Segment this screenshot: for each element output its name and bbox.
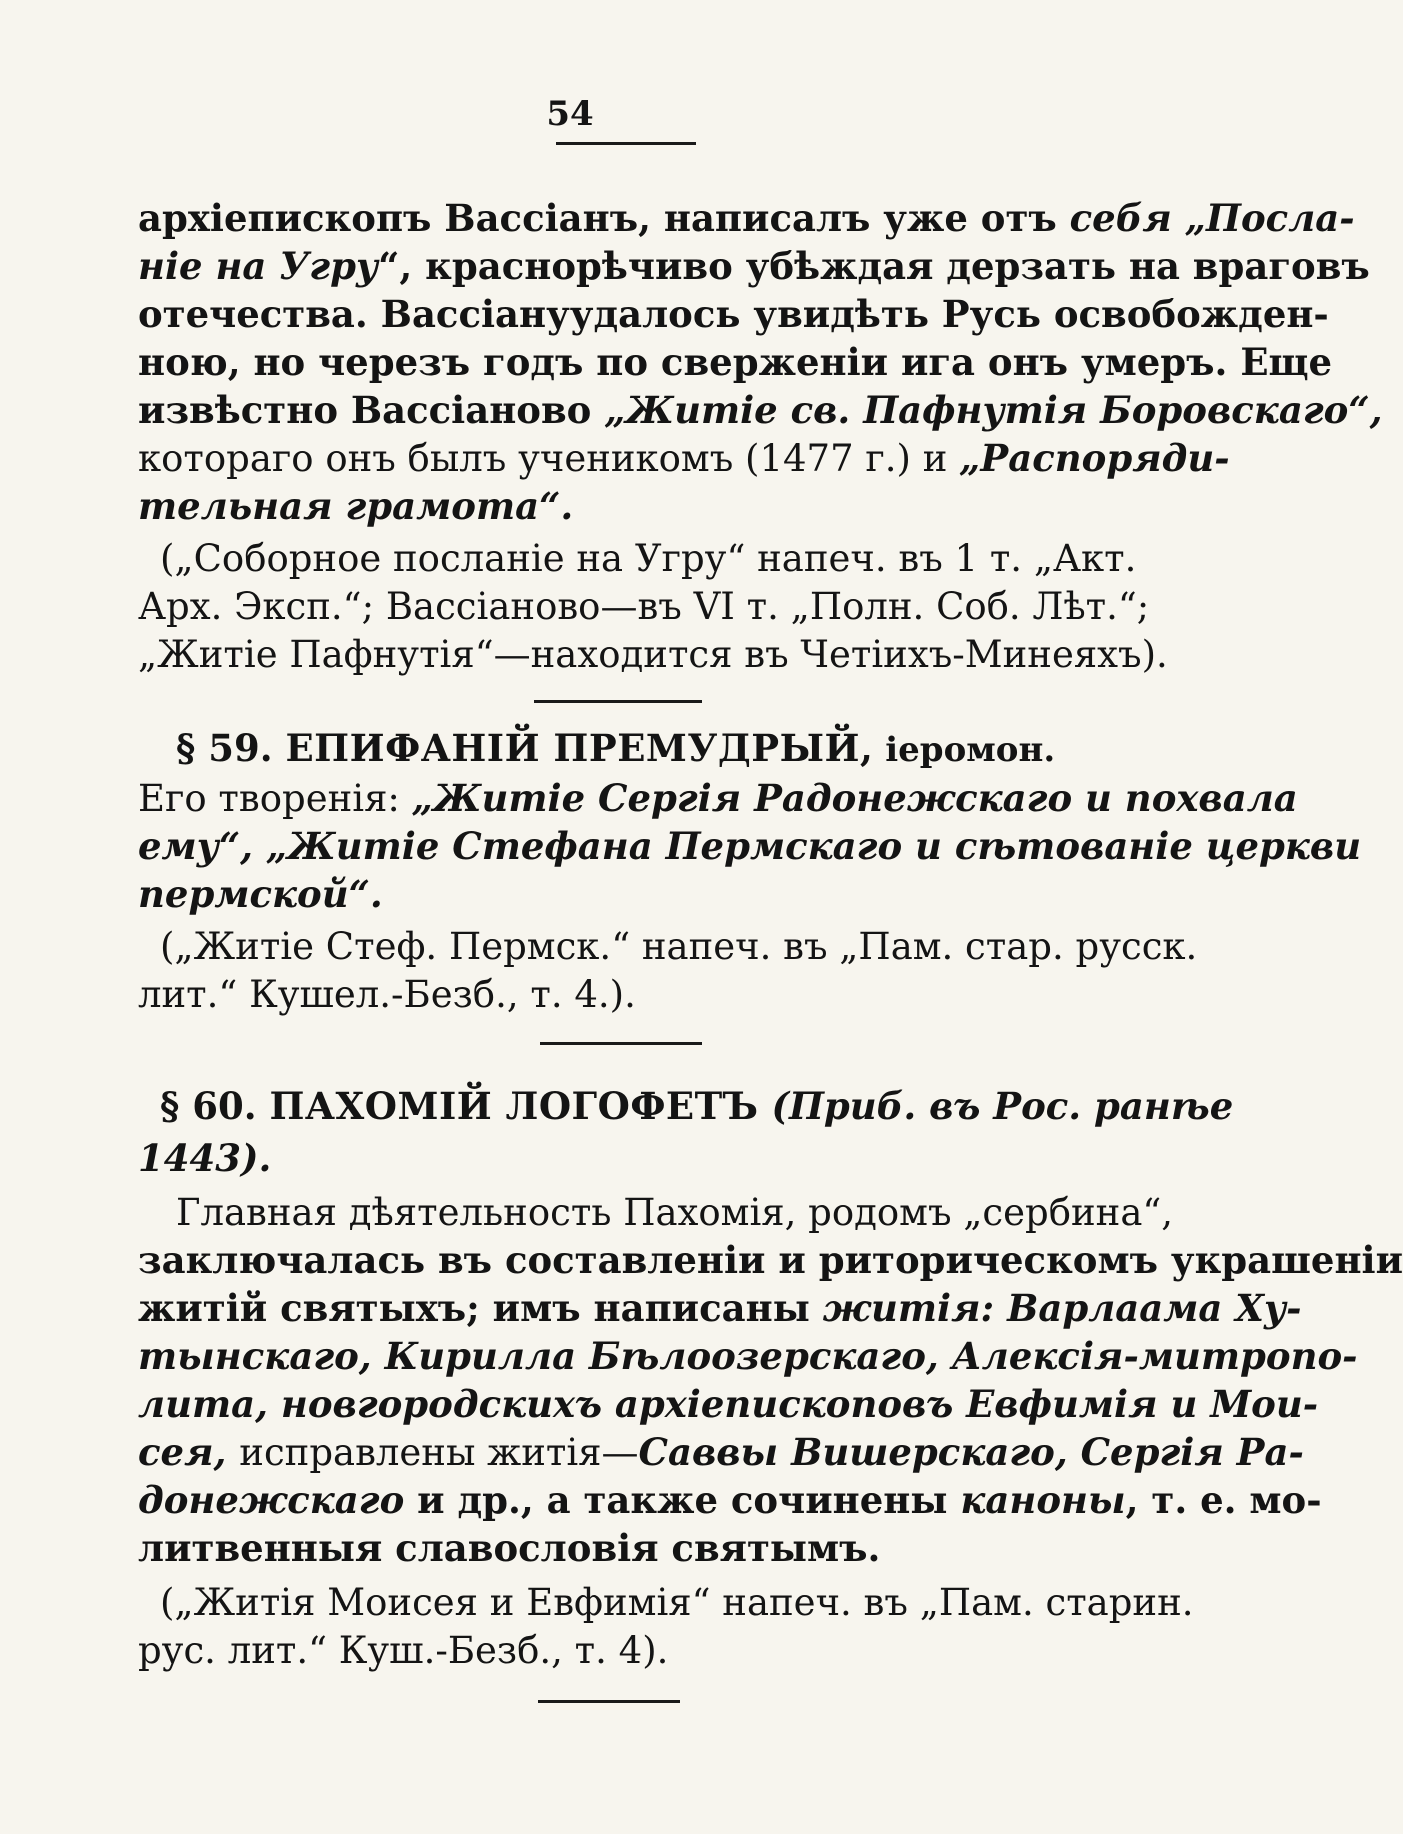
para2-line-4: тынскаго, Кирилла Бѣлоозерскаго, Алексія-митропо-	[138, 1334, 1358, 1378]
section-59-line-2: Его творенія: „Житіе Сергія Радонежскаго и похвала	[138, 776, 1298, 820]
para2-line-6: сея, исправлены житія—Саввы Вишерскаго, Сергія Ра-	[138, 1430, 1304, 1474]
header-rule	[556, 142, 696, 145]
para2-line-8: литвенныя славословія святымъ.	[138, 1526, 881, 1570]
para1-line-1: архіепископъ Вассіанъ, написалъ уже отъ себя „Посла-	[138, 196, 1355, 240]
note2-line-1: („Житіе Стеф. Пермск.“ напеч. въ „Пам. стар. русск.	[160, 925, 1198, 968]
section-59-heading: § 59. ЕПИФАНІЙ ПРЕМУДРЫЙ, іеромон.	[176, 726, 1056, 770]
note3-line-2: рус. лит.“ Куш.-Безб., т. 4).	[138, 1629, 669, 1672]
note2-line-2: лит.“ Кушел.-Безб., т. 4.).	[138, 973, 636, 1016]
para2-line-7: донежскаго и др., а также сочинены каноны, т. е. мо-	[138, 1478, 1322, 1522]
para2-line-5: лита, новгородскихъ архіепископовъ Евфимія и Мои-	[138, 1382, 1319, 1426]
separator-rule-2	[540, 1042, 702, 1045]
page-number: 54	[546, 94, 594, 134]
para2-line-3: житій святыхъ; имъ написаны житія: Варлаама Ху-	[138, 1286, 1302, 1330]
separator-rule-1	[534, 700, 702, 703]
para1-line-3: отечества. Вассіануудалось увидѣть Русь освобожден-	[138, 292, 1329, 336]
section-59-line-4: пермской“.	[138, 872, 383, 916]
para2-line-2: заключалась въ составленіи и риторическомъ украшеніи	[138, 1238, 1403, 1282]
para1-line-5: извѣстно Вассіаново „Житіе св. Пафнутія Боровскаго“,	[138, 388, 1383, 432]
para1-line-2: ніе на Угру“, краснорѣчиво убѣждая дерзать на враговъ	[138, 244, 1370, 288]
para1-line-7: тельная грамота“.	[138, 484, 574, 528]
para2-line-1: Главная дѣятельность Пахомія, родомъ „сербина“,	[176, 1191, 1174, 1234]
note1-line-1: („Соборное посланіе на Угру“ напеч. въ 1 т. „Акт.	[160, 537, 1137, 580]
para1-line-4: ною, но черезъ годъ по сверженіи ига онъ умеръ. Еще	[138, 340, 1333, 384]
section-59-line-3: ему“, „Житіе Стефана Пермскаго и сѣтованіе церкви	[138, 824, 1362, 868]
separator-rule-3	[538, 1700, 680, 1703]
note1-line-2: Арх. Эксп.“; Вассіаново—въ VI т. „Полн. Соб. Лѣт.“;	[138, 585, 1150, 628]
note3-line-1: („Житія Моисея и Евфимія“ напеч. въ „Пам. старин.	[160, 1581, 1194, 1624]
para1-line-6: котораго онъ былъ ученикомъ (1477 г.) и „Распоряди-	[138, 436, 1230, 480]
note1-line-3: „Житіе Пафнутія“—находится въ Четіихъ-Минеяхъ).	[138, 633, 1168, 676]
section-60-year: 1443).	[138, 1136, 272, 1180]
section-60-heading: § 60. ПАХОМІЙ ЛОГОФЕТЪ (Приб. въ Рос. ранѣе	[160, 1084, 1234, 1128]
